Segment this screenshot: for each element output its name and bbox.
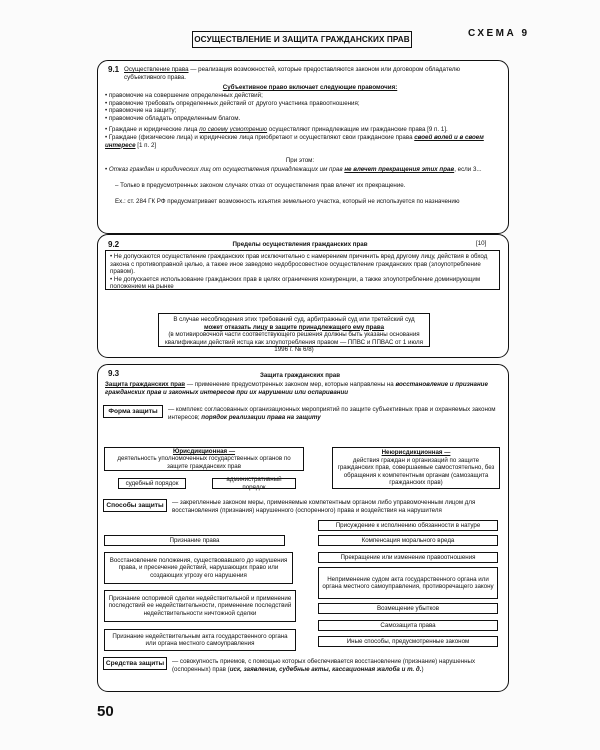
at-this-label: При этом: xyxy=(285,157,315,164)
methods-text: — закрепленные законом меры, применяемые компетентным органом либо управомоченным лицом для восстановления (признания) нарушенного (оспоренного) права и воздействия на нарушителя xyxy=(172,499,476,514)
method-item: Признание недействительным акта государственного органа или органа местного самоуправления xyxy=(104,629,296,651)
definition-text: Осуществление права — реализация возможностей, которые предоставляются законом или договором обладателю субъективного права. xyxy=(124,66,461,81)
paragraph: • Граждане (физические лица) и юридические лица приобретают и осуществляют свои гражданские права своей волей и в своем интересе [1 п. 2] xyxy=(105,134,484,149)
list-item: • Не допускаются осуществление гражданских прав исключительно с намерением причинить вред другому лицу, действия в обход закона с противоправной целью, а также иное заведомо недобросовестное осуществление гражданских прав (злоупотребление правом). xyxy=(110,253,488,276)
list-item: • правомочие требовать определенных действий от другого участника правоотношения; xyxy=(105,99,360,107)
method-item: Возмещение убытков xyxy=(318,603,498,614)
method-item: Иные способы, предусмотренные законом xyxy=(318,636,498,647)
page-title: ОСУЩЕСТВЛЕНИЕ И ЗАЩИТА ГРАЖДАНСКИХ ПРАВ xyxy=(192,31,412,48)
section-title: Пределы осуществления гражданских прав xyxy=(232,241,368,248)
limits-box xyxy=(105,250,500,290)
judicial-procedure: судебный порядок xyxy=(118,478,186,489)
consequence-box: В случае несоблюдения этих требований суд, арбитражный суд или третейский суд может отказать лицу в защите принадлежащего ему права (в мотивировочной части соответствующего решения должны быть указаны основания квалификации действий истца как злоупотребления правом — ППВС и ППВАС от 1 июля 1996 г. № 6/8) xyxy=(158,313,430,347)
section-number: 9.2 xyxy=(108,240,120,249)
paragraph: • Отказ граждан и юридических лиц от осуществления принадлежащих им прав не влечет прекращения этих прав, если 3... xyxy=(105,166,482,173)
paragraph: • Граждане и юридические лица по своему усмотрению осуществляют принадлежащие им гражданские права [9 п. 1]. xyxy=(105,126,448,133)
subheading: Субъективное право включает следующие правомочия: xyxy=(222,84,398,91)
non-jurisdictional-box: Неюрисдикционная — действия граждан и организаций по защите гражданских прав, совершаемые самостоятельно, без обращения к компетентным органам (самозащита гражданских прав) xyxy=(332,447,500,489)
list-item: • правомочие обладать определенным благом. xyxy=(105,114,241,122)
scheme-label: СХЕМА 9 xyxy=(468,28,530,39)
paragraph: Ex.: ст. 284 ГК РФ предусматривает возможность изъятия земельного участка, который не используется по назначению xyxy=(115,198,460,205)
method-item: Присуждение к исполнению обязанности в натуре xyxy=(318,520,498,531)
form-label: Форма защиты xyxy=(103,405,163,418)
list-item: • правомочие на совершение определенных действий; xyxy=(105,92,263,99)
method-item: Признание оспоримой сделки недействительной и применение последствий ее недействительности, применение последствий недействительности ничтожной сделки xyxy=(104,590,296,622)
section-title: Защита гражданских прав xyxy=(259,372,341,379)
means-label: Средства защиты xyxy=(103,657,167,670)
method-item: Признание права xyxy=(104,535,285,546)
list-item: • Не допускается использование гражданских прав в целях ограничения конкуренции, а также злоупотребление доминирующим положением на рынке xyxy=(110,275,481,291)
section-number: 9.3 xyxy=(108,369,120,378)
section-number: 9.1 xyxy=(108,65,120,74)
paragraph: – Только в предусмотренных законом случаях отказ от осуществления прав влечет их прекращение. xyxy=(115,182,406,189)
reference: [10] xyxy=(476,240,487,247)
method-item: Компенсация морального вреда xyxy=(318,535,498,546)
methods-label: Способы защиты xyxy=(103,499,167,512)
jurisdictional-box: Юрисдикционная — деятельность уполномоченных государственных органов по защите гражданских прав xyxy=(104,447,304,471)
page-number: 50 xyxy=(97,703,114,720)
powers-list xyxy=(105,92,500,122)
method-item: Прекращение или изменение правоотношения xyxy=(318,552,498,563)
definition-text: Защита гражданских прав — применение предусмотренных законом мер, которые направлены на восстановление и признание гражданских прав и законных интересов при их нарушении или оспаривании xyxy=(105,381,488,396)
list-item: • правомочие на защиту; xyxy=(105,107,177,115)
method-item: Восстановление положения, существовавшего до нарушения права, и пресечение действий, нарушающих право или создающих угрозу его нарушения xyxy=(104,552,293,584)
means-text: — совокупность приемов, с помощью которых обеспечивается восстановление (признание) нарушенных (оспоренных) прав (иск, заявление, судебные акты, кассационная жалоба и т. д.) xyxy=(172,658,476,673)
method-item: Неприменение судом акта государственного органа или органа местного самоуправления, противоречащего закону xyxy=(318,567,498,599)
form-text: — комплекс согласованных организационных мероприятий по защите субъективных прав и охраняемых законом интересов; порядок реализации права на защиту xyxy=(168,406,496,421)
method-item: Самозащита права xyxy=(318,620,498,631)
administrative-procedure: административный порядок xyxy=(212,478,296,489)
